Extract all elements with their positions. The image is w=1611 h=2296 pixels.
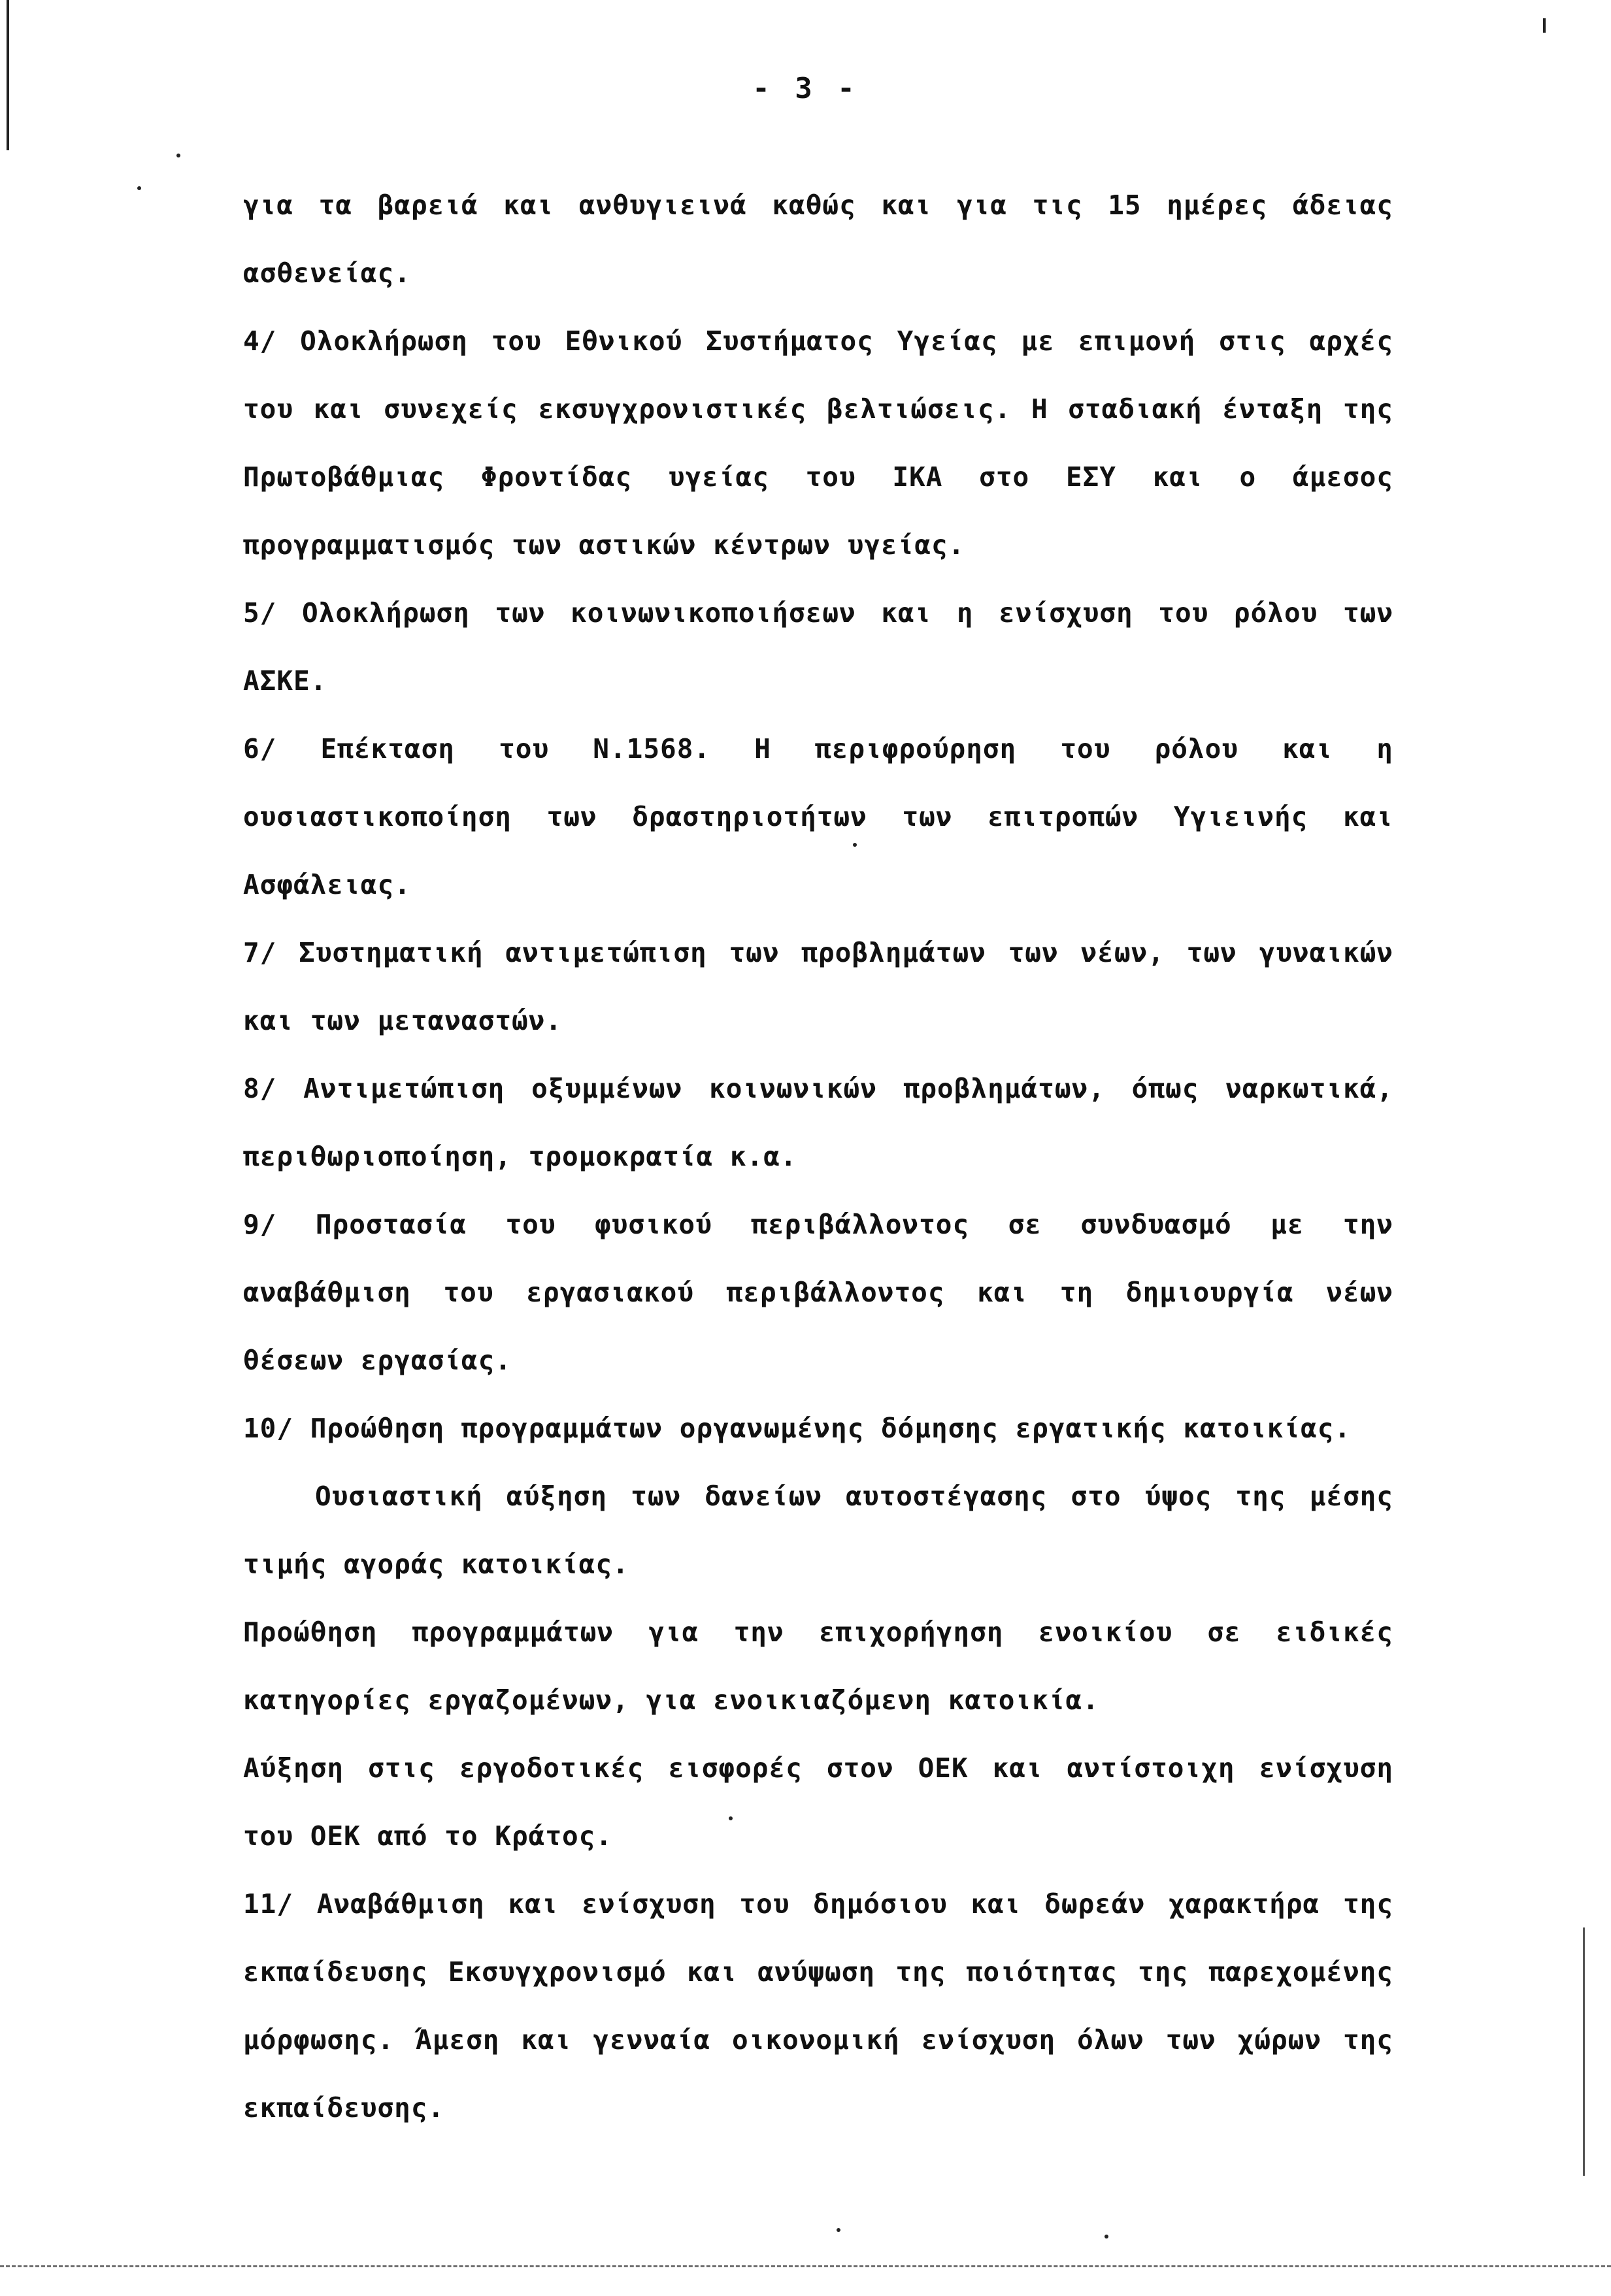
- document-body: [243, 171, 1393, 2142]
- paragraph: 5/ Ολοκλήρωση των κοινωνικοποιήσεων και η ενίσχυση του ρόλου των ΑΣΚΕ.: [243, 597, 1393, 697]
- paragraph: 7/ Συστηματική αντιμετώπιση των προβλημάτων των νέων, των γυναικών και των μεταναστών.: [243, 937, 1393, 1036]
- paragraph: Αύξηση στις εργοδοτικές εισφορές στον ΟΕΚ και αντίστοιχη ενίσχυση του ΟΕΚ από το Κράτος.: [243, 1752, 1393, 1852]
- paragraph: Προώθηση προγραμμάτων για την επιχορήγηση ενοικίου σε ειδικές κατηγορίες εργαζομένων, για ενοικιαζόμενη κατοικία.: [243, 1616, 1393, 1716]
- scan-edge-mark: [1543, 18, 1546, 33]
- paragraph: Ουσιαστική αύξηση των δανείων αυτοστέγασης στο ύψος της μέσης τιμής αγοράς κατοικίας.: [243, 1481, 1393, 1580]
- paragraph: για τα βαρειά και ανθυγιεινά καθώς και για τις 15 ημέρες άδειας ασθενείας.: [243, 189, 1393, 289]
- scan-bottom-edge: [0, 2265, 1611, 2276]
- paragraph: 9/ Προστασία του φυσικού περιβάλλοντος σε συνδυασμό με την αναβάθμιση του εργασιακού περιβάλλοντος και τη δημιουργία νέων θέσεων εργασίας.: [243, 1209, 1393, 1376]
- paragraph: 11/ Αναβάθμιση και ενίσχυση του δημόσιου και δωρεάν χαρακτήρα της εκπαίδευσης Εκσυγχρονισμό και ανύψωση της ποιότητας της παρεχομένης μόρφωσης. Άμεση και γενναία οικονομική ενίσχυση όλων των χώρων της εκπαίδευσης.: [243, 1888, 1393, 2124]
- scan-edge-mark: [1583, 1927, 1585, 2176]
- paragraph: 10/ Προώθηση προγραμμάτων οργανωμένης δόμησης εργατικής κατοικίας.: [243, 1413, 1352, 1444]
- scan-speck: [176, 154, 180, 157]
- scan-speck: [729, 1816, 733, 1820]
- paragraph: 4/ Ολοκλήρωση του Εθνικού Συστήματος Υγείας με επιμονή στις αρχές του και συνεχείς εκσυγχρονιστικές βελτιώσεις. Η σταδιακή ένταξη της Πρωτοβάθμιας Φροντίδας υγείας του ΙΚΑ στο ΕΣΥ και ο άμεσος προγραμματισμός των αστικών κέντρων υγείας.: [243, 325, 1393, 561]
- paragraph: 8/ Αντιμετώπιση οξυμμένων κοινωνικών προβλημάτων, όπως ναρκωτικά, περιθωριοποίηση, τρομοκρατία κ.α.: [243, 1073, 1393, 1172]
- scan-speck: [137, 186, 141, 190]
- scan-speck: [837, 2228, 840, 2232]
- page-number: - 3 -: [752, 72, 859, 105]
- scan-speck: [1104, 2235, 1108, 2239]
- paragraph: 6/ Επέκταση του Ν.1568. Η περιφρούρηση του ρόλου και η ουσιαστικοποίηση των δραστηριοτήτων των επιτροπών Υγιεινής και Ασφάλειας.: [243, 733, 1393, 900]
- scan-speck: [853, 843, 857, 847]
